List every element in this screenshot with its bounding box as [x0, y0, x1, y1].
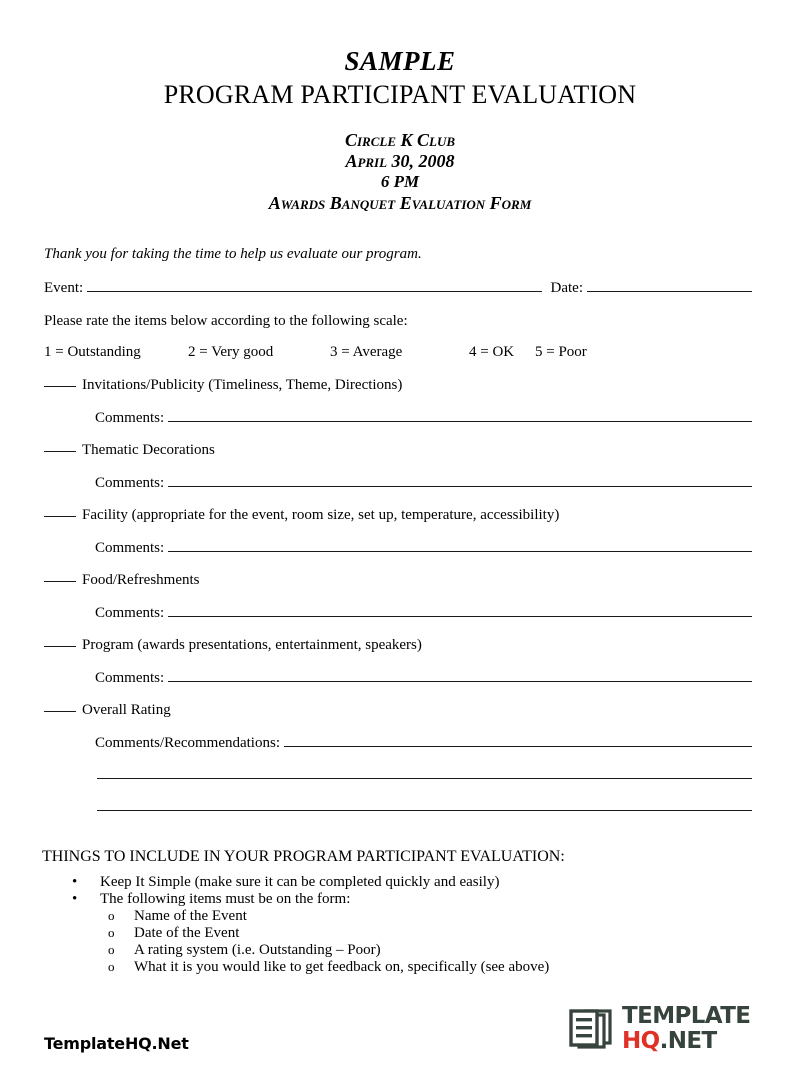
comments-label: Comments:	[95, 605, 165, 621]
event-time: 6 PM	[380, 172, 420, 191]
comments-input[interactable]	[168, 616, 752, 617]
rating-blank[interactable]	[44, 451, 76, 452]
form-name: Awards Banquet Evaluation Form	[268, 193, 532, 213]
bullet-icon: •	[72, 874, 78, 890]
thank-you-text: Thank you for taking the time to help us evaluate our program.	[44, 246, 422, 262]
comment-row-overall	[95, 735, 752, 752]
list-item	[72, 874, 499, 891]
list-item-label: The following items must be on the form:	[100, 891, 351, 907]
event-date: April 30, 2008	[345, 151, 455, 171]
overall-comments-line-2[interactable]	[97, 778, 752, 779]
comment-row-program	[95, 670, 752, 687]
rating-blank[interactable]	[44, 386, 76, 387]
rating-item-facility	[44, 507, 559, 524]
things-to-include-title: THINGS TO INCLUDE IN YOUR PROGRAM PARTICIPANT EVALUATION:	[42, 848, 565, 865]
sub-list-item-label: A rating system (i.e. Outstanding – Poor)	[134, 942, 381, 958]
rating-item-invitations	[44, 377, 402, 394]
overall-comments-input[interactable]	[284, 746, 752, 747]
circle-bullet-icon: o	[108, 942, 115, 957]
list-item-label: Keep It Simple (make sure it can be completed quickly and easily)	[100, 874, 500, 890]
comments-label: Comments:	[95, 410, 165, 426]
logo-line-hq: HQ	[622, 1028, 660, 1054]
rating-instruction: Please rate the items below according to the following scale:	[44, 313, 408, 329]
event-input[interactable]	[87, 291, 541, 292]
rating-item-label: Facility (appropriate for the event, room size, set up, temperature, accessibility)	[82, 507, 560, 523]
rating-item-decorations	[44, 442, 215, 459]
rating-item-label: Food/Refreshments	[82, 572, 200, 588]
rating-item-overall	[44, 702, 171, 719]
circle-bullet-icon: o	[108, 925, 115, 940]
rating-blank[interactable]	[44, 516, 76, 517]
rating-item-label: Thematic Decorations	[82, 442, 215, 458]
scale-option-4: 4 = OK	[469, 344, 515, 360]
comments-input[interactable]	[168, 486, 752, 487]
rating-item-label: Program (awards presentations, entertainment, speakers)	[82, 637, 422, 653]
event-label: Event:	[44, 280, 84, 296]
comments-label: Comments:	[95, 475, 165, 491]
templatehq-logo[interactable]	[568, 1004, 758, 1058]
logo-line-template: TEMPLATE	[622, 1003, 751, 1029]
scale-option-3: 3 = Average	[330, 344, 403, 360]
date-input[interactable]	[587, 291, 752, 292]
rating-item-food	[44, 572, 200, 589]
sub-list-item	[108, 959, 549, 976]
sub-list-item-label: Date of the Event	[134, 925, 240, 941]
rating-blank[interactable]	[44, 711, 76, 712]
rating-item-label: Invitations/Publicity (Timeliness, Theme, Directions)	[82, 377, 403, 393]
sample-label: SAMPLE	[344, 46, 456, 76]
scale-option-5: 5 = Poor	[535, 344, 587, 360]
list-item	[72, 891, 350, 908]
overall-comments-line-3[interactable]	[97, 810, 752, 811]
circle-bullet-icon: o	[108, 959, 115, 974]
page-title: PROGRAM PARTICIPANT EVALUATION	[163, 80, 637, 109]
scale-option-2: 2 = Very good	[188, 344, 274, 360]
comments-label: Comments:	[95, 540, 165, 556]
comments-input[interactable]	[168, 551, 752, 552]
sub-list-item	[108, 925, 239, 942]
sub-list-item-label: Name of the Event	[134, 908, 247, 924]
scale-option-1: 1 = Outstanding	[44, 344, 141, 360]
circle-bullet-icon: o	[108, 908, 115, 923]
rating-item-label: Overall Rating	[82, 702, 171, 718]
organization-name: Circle K Club	[344, 130, 456, 150]
comment-row-food	[95, 605, 752, 622]
rating-blank[interactable]	[44, 646, 76, 647]
bullet-icon: •	[72, 891, 78, 907]
sub-list-item-label: What it is you would like to get feedback on, specifically (see above)	[134, 959, 550, 975]
documents-icon	[568, 1007, 616, 1053]
comment-row-facility	[95, 540, 752, 557]
comments-label: Comments:	[95, 670, 165, 686]
overall-comments-label: Comments/Recommendations:	[95, 735, 280, 751]
comments-input[interactable]	[168, 421, 752, 422]
sub-list-item	[108, 908, 247, 925]
comment-row-invitations	[95, 410, 752, 427]
rating-blank[interactable]	[44, 581, 76, 582]
logo-wordmark	[622, 1004, 750, 1054]
comments-input[interactable]	[168, 681, 752, 682]
footer-brand-text: TemplateHQ.Net	[44, 1034, 189, 1053]
rating-item-program	[44, 637, 422, 654]
logo-line-net: .NET	[659, 1028, 717, 1054]
sub-list-item	[108, 942, 381, 959]
event-date-row	[44, 280, 752, 297]
comment-row-decorations	[95, 475, 752, 492]
date-label: Date:	[550, 280, 583, 296]
